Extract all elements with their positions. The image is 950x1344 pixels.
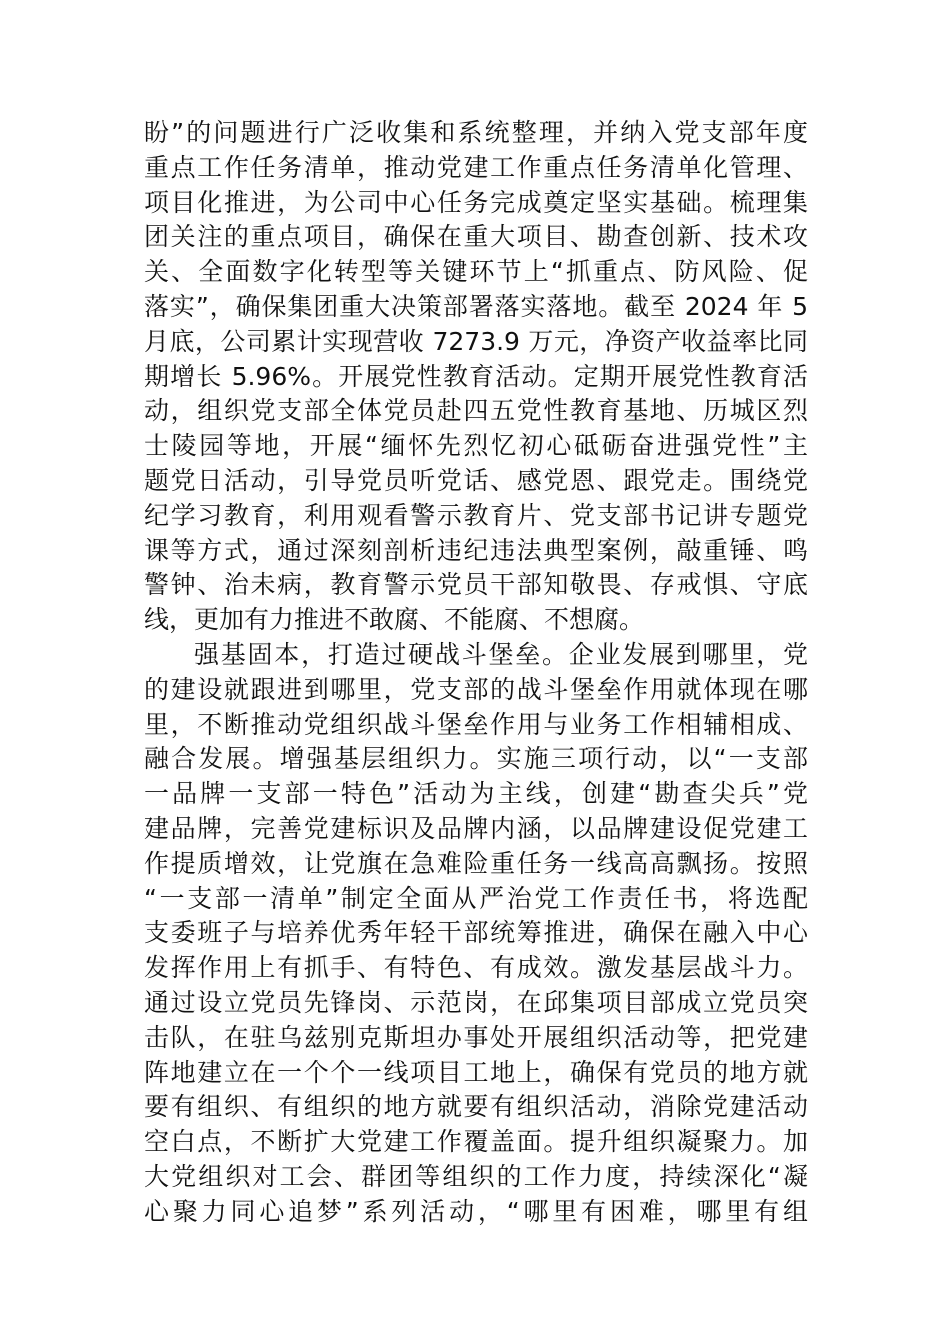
paragraph [144, 638, 808, 1230]
text-line: 线，更加有力推进不敢腐、不能腐、不想腐。 [144, 605, 645, 635]
text-line: 击队，在驻乌兹别克斯坦办事处开展组织活动等，把党建 [144, 1022, 808, 1052]
text-line: 要有组织、有组织的地方就要有组织活动，消除党建活动 [144, 1092, 808, 1122]
text-line: 作提质增效，让党旗在急难险重任务一线高高飘扬。按照 [144, 848, 808, 878]
paragraph [144, 116, 808, 638]
text-line: 的建设就跟进到哪里，党支部的战斗堡垒作用就体现在哪 [144, 674, 808, 704]
text-line: 通过设立党员先锋岗、示范岗，在邱集项目部成立党员突 [144, 987, 808, 1017]
text-line: 里，不断推动党组织战斗堡垒作用与业务工作相辅相成、 [144, 709, 808, 739]
text-line: 项目化推进，为公司中心任务完成奠定坚实基础。梳理集 [144, 187, 808, 217]
text-line: 落实”，确保集团重大决策部署落实落地。截至 2024 年 5 [144, 291, 808, 321]
text-line: 建品牌，完善党建标识及品牌内涵，以品牌建设促党建工 [144, 813, 808, 843]
text-line: 发挥作用上有抓手、有特色、有成效。激发基层战斗力。 [144, 953, 808, 983]
text-line: 重点工作任务清单，推动党建工作重点任务清单化管理、 [144, 152, 808, 182]
text-line: 支委班子与培养优秀年轻干部统筹推进，确保在融入中心 [144, 918, 808, 948]
text-line: 盼”的问题进行广泛收集和系统整理，并纳入党支部年度 [144, 118, 808, 147]
text-line: 课等方式，通过深刻剖析违纪违法典型案例，敲重锤、鸣 [144, 535, 808, 565]
text-line: 题党日活动，引导党员听党话、感党恩、跟党走。围绕党 [144, 465, 808, 495]
text-line: 一品牌一支部一特色”活动为主线，创建“勘查尖兵”党 [144, 779, 808, 809]
text-line: 关、全面数字化转型等关键环节上“抓重点、防风险、促 [144, 257, 808, 287]
text-line: 大党组织对工会、群团等组织的工作力度，持续深化“凝 [144, 1161, 808, 1191]
text-line: 空白点，不断扩大党建工作覆盖面。提升组织凝聚力。加 [144, 1127, 808, 1157]
text-line: 团关注的重点项目，确保在重大项目、勘查创新、技术攻 [144, 222, 808, 252]
text-line: 心聚力同心追梦”系列活动，“哪里有困难，哪里有组 [144, 1196, 808, 1226]
text-line: 强基固本，打造过硬战斗堡垒。企业发展到哪里，党 [194, 639, 808, 669]
text-line: 士陵园等地，开展“缅怀先烈忆初心砥砺奋进强党性”主 [144, 431, 808, 461]
text-line: 纪学习教育，利用观看警示教育片、党支部书记讲专题党 [144, 500, 808, 530]
text-line: 动，组织党支部全体党员赴四五党性教育基地、历城区烈 [144, 396, 808, 426]
text-line: “一支部一清单”制定全面从严治党工作责任书，将选配 [144, 883, 808, 913]
text-line: 警钟、治未病，教育警示党员干部知敬畏、存戒惧、守底 [144, 570, 808, 600]
text-line: 阵地建立在一个个一线项目工地上，确保有党员的地方就 [144, 1057, 808, 1087]
text-line: 月底，公司累计实现营收 7273.9 万元，净资产收益率比同 [144, 326, 808, 356]
text-line: 融合发展。增强基层组织力。实施三项行动，以“一支部 [144, 744, 808, 774]
body-text [144, 116, 808, 1230]
text-line: 期增长 5.96%。开展党性教育活动。定期开展党性教育活 [144, 361, 808, 391]
